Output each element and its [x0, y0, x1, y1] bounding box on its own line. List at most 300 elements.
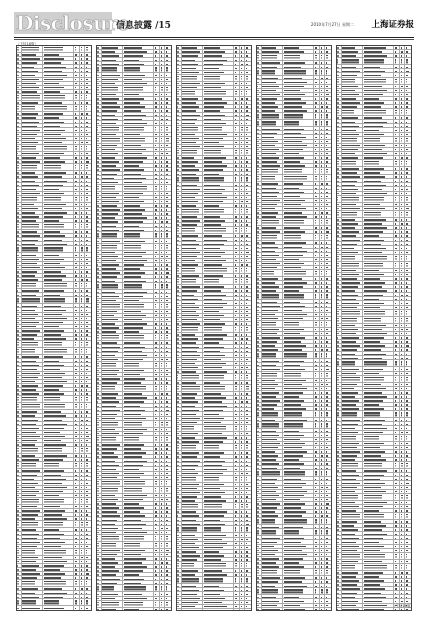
cell-text	[124, 579, 145, 580]
table-cell	[43, 57, 74, 60]
cell-text	[155, 256, 156, 257]
table-cell	[85, 517, 91, 520]
cell-text	[75, 47, 77, 48]
table-cell	[85, 297, 91, 303]
table-cell	[43, 90, 74, 93]
table-cell	[43, 321, 74, 324]
cell-text	[241, 347, 242, 348]
cell-text	[204, 64, 223, 65]
cell-text	[204, 386, 225, 387]
cell-text	[166, 414, 168, 415]
cell-text	[17, 499, 18, 500]
cell-text	[166, 268, 168, 269]
table-cell	[182, 341, 203, 344]
cell-text	[161, 473, 162, 474]
cell-text	[22, 161, 40, 162]
table-cell	[203, 196, 234, 199]
cell-text	[161, 370, 162, 371]
cell-text	[177, 555, 178, 556]
cell-text	[155, 134, 157, 135]
table-cell	[102, 239, 123, 242]
table-cell	[182, 66, 203, 69]
table-cell	[123, 294, 154, 297]
cell-text	[204, 342, 219, 343]
cell-text	[177, 134, 179, 135]
table-cell	[43, 325, 74, 328]
cell-text	[44, 550, 67, 551]
table-cell	[165, 518, 171, 521]
cell-text	[177, 445, 179, 446]
table-cell	[85, 396, 91, 402]
cell-text	[166, 359, 169, 360]
cell-text	[17, 193, 18, 194]
table-cell	[203, 50, 234, 53]
cell-text	[86, 263, 88, 264]
cell-text	[166, 67, 168, 68]
cell-text	[166, 123, 168, 124]
cell-text	[257, 70, 258, 71]
cell-text	[22, 189, 36, 190]
cell-text	[166, 386, 168, 387]
cell-text	[22, 361, 36, 362]
cell-text	[161, 193, 162, 194]
table-row	[17, 282, 91, 289]
cell-text	[86, 122, 89, 123]
table-cell	[203, 297, 234, 300]
cell-text	[204, 150, 221, 151]
cell-text	[284, 78, 303, 79]
cell-text	[161, 347, 162, 348]
table-cell	[102, 113, 123, 116]
cell-text	[97, 304, 98, 305]
cell-text	[155, 55, 156, 56]
table-cell	[165, 443, 171, 446]
table-cell	[182, 246, 203, 249]
cell-text	[124, 570, 144, 571]
table-cell	[182, 538, 203, 541]
table-cell	[22, 223, 43, 229]
cell-text	[166, 182, 168, 183]
cell-text	[166, 355, 168, 356]
cell-text	[81, 561, 82, 562]
table-cell	[123, 518, 154, 521]
table-cell	[22, 509, 43, 512]
cell-text	[75, 588, 76, 589]
cell-text	[86, 440, 88, 441]
table-cell	[102, 392, 123, 395]
table-cell	[22, 124, 43, 127]
table-cell	[203, 278, 234, 284]
cell-text	[161, 418, 162, 419]
table-cell	[123, 73, 154, 76]
cell-text	[235, 72, 237, 73]
table-cell	[123, 377, 154, 380]
cell-text	[75, 608, 77, 609]
table-cell	[165, 180, 171, 183]
cell-text	[182, 351, 196, 352]
table-cell	[22, 317, 43, 320]
cell-text	[246, 437, 248, 438]
table-row	[17, 599, 91, 606]
table-cell	[85, 447, 91, 453]
cell-text	[166, 260, 168, 261]
cell-text	[75, 491, 76, 492]
table-cell	[123, 535, 154, 541]
table-cell	[203, 584, 234, 587]
cell-text	[102, 123, 115, 124]
cell-text	[44, 463, 60, 464]
cell-text	[75, 130, 77, 131]
table-cell	[165, 487, 171, 493]
cell-text	[241, 72, 242, 73]
table-cell	[123, 160, 154, 163]
cell-text	[182, 220, 200, 221]
cell-text	[81, 247, 83, 248]
table-cell	[22, 494, 43, 497]
table-cell	[123, 392, 154, 395]
cell-text	[182, 484, 199, 485]
table-row	[97, 185, 171, 192]
cell-text	[75, 334, 77, 335]
table-cell	[85, 595, 91, 598]
cell-text	[204, 401, 222, 402]
cell-text	[81, 428, 82, 429]
cell-text	[182, 303, 195, 304]
table-cell	[203, 82, 234, 85]
cell-text	[97, 201, 98, 202]
cell-text	[124, 355, 147, 356]
cell-text	[177, 563, 178, 564]
table-cell	[203, 160, 234, 163]
cell-text	[44, 314, 62, 315]
cell-text	[161, 55, 162, 56]
cell-text	[161, 252, 162, 253]
table-cell	[123, 557, 154, 560]
cell-text	[97, 193, 99, 194]
cell-text	[102, 452, 114, 453]
table-cell	[165, 263, 171, 266]
cell-text	[241, 397, 242, 398]
cell-text	[44, 577, 61, 578]
cell-text	[17, 593, 19, 594]
cell-text	[166, 579, 169, 580]
cell-text	[155, 574, 157, 575]
cell-text	[257, 55, 259, 56]
cell-text	[75, 377, 76, 378]
cell-text	[182, 224, 197, 225]
table-cell	[182, 176, 203, 182]
table-cell	[102, 176, 123, 179]
cell-text	[166, 79, 168, 80]
cell-text	[44, 593, 67, 594]
cell-text	[182, 414, 196, 415]
cell-text	[44, 47, 64, 48]
cell-text	[204, 311, 219, 312]
table-cell	[245, 472, 251, 475]
table-cell	[203, 164, 234, 167]
cell-text	[155, 579, 157, 580]
cell-text	[22, 334, 37, 335]
cell-text	[161, 119, 163, 120]
cell-text	[22, 349, 35, 350]
cell-text	[246, 342, 248, 343]
cell-text	[246, 224, 248, 225]
cell-text	[102, 292, 115, 293]
cell-text	[246, 64, 249, 65]
cell-text	[182, 441, 198, 442]
cell-text	[155, 119, 156, 120]
table-cell	[165, 164, 171, 167]
table-cell	[182, 101, 203, 104]
cell-text	[161, 264, 162, 265]
cell-text	[17, 102, 19, 103]
table-cell	[203, 145, 234, 148]
cell-text	[161, 83, 162, 84]
table-cell	[203, 546, 234, 549]
cell-text	[44, 235, 66, 236]
table-cell	[22, 94, 43, 100]
cell-text	[17, 235, 18, 236]
cell-text	[161, 272, 162, 273]
cell-text	[246, 244, 249, 245]
cell-text	[86, 54, 88, 55]
cell-text	[86, 330, 89, 331]
cell-text	[97, 119, 99, 120]
cell-text	[182, 433, 198, 434]
table-cell	[43, 458, 74, 461]
cell-text	[204, 555, 225, 556]
cell-text	[97, 397, 99, 398]
cell-text	[17, 298, 18, 299]
table-cell	[102, 93, 123, 96]
table-cell	[165, 392, 171, 395]
cell-text	[161, 562, 163, 563]
table-cell	[203, 326, 234, 332]
cell-text	[155, 165, 157, 166]
table-row	[177, 227, 251, 234]
table-cell	[85, 473, 91, 476]
cell-text	[155, 201, 157, 202]
cell-text	[44, 483, 62, 484]
cell-text	[161, 110, 163, 111]
cell-text	[241, 87, 243, 88]
cell-text	[246, 347, 249, 348]
table-cell	[203, 156, 234, 159]
table-cell	[22, 355, 43, 358]
table-cell	[102, 126, 123, 132]
cell-text	[97, 331, 99, 332]
cell-text	[241, 418, 242, 419]
table-cell	[43, 61, 74, 64]
table-row	[17, 348, 91, 355]
table-cell	[123, 522, 154, 525]
cell-text	[44, 397, 60, 398]
cell-text	[124, 452, 146, 453]
cell-text	[241, 520, 243, 521]
table-cell	[245, 392, 251, 395]
cell-text	[81, 87, 82, 88]
table-cell	[165, 385, 171, 391]
cell-text	[161, 520, 163, 521]
cell-text	[166, 276, 168, 277]
table-cell	[182, 259, 203, 262]
cell-text	[241, 174, 243, 175]
cell-text	[246, 610, 249, 611]
cell-text	[75, 448, 76, 449]
cell-text	[182, 110, 196, 111]
table-cell	[43, 469, 74, 472]
cell-text	[75, 356, 76, 357]
table-cell	[203, 392, 234, 395]
cell-text	[161, 469, 163, 470]
cell-text	[124, 335, 145, 336]
disclosure-table-column-2	[96, 45, 172, 611]
cell-text	[22, 298, 40, 299]
cell-text	[182, 260, 194, 261]
table-cell	[203, 204, 234, 207]
table-cell	[22, 454, 43, 457]
table-cell	[43, 396, 74, 402]
cell-text	[177, 256, 179, 257]
cell-text	[22, 432, 36, 433]
table-cell	[182, 421, 203, 424]
cell-text	[182, 127, 198, 128]
cell-text	[241, 594, 243, 595]
cell-text	[86, 283, 88, 284]
table-cell	[245, 238, 251, 241]
cell-text	[102, 473, 119, 474]
cell-text	[102, 127, 119, 128]
table-cell	[123, 514, 154, 517]
cell-text	[22, 267, 40, 268]
cell-text	[124, 83, 147, 84]
cell-text	[102, 536, 119, 537]
table-cell	[203, 105, 234, 108]
cell-text	[81, 369, 83, 370]
table-cell	[245, 310, 251, 313]
cell-text	[182, 355, 200, 356]
table-cell	[203, 215, 234, 218]
cell-text	[241, 209, 242, 210]
table-cell	[43, 498, 74, 504]
cell-text	[124, 495, 147, 496]
cell-text	[155, 182, 156, 183]
cell-text	[124, 378, 145, 379]
table-cell	[245, 306, 251, 309]
table-cell	[245, 609, 251, 611]
cell-text	[235, 295, 237, 296]
cell-text	[177, 185, 179, 186]
cell-text	[81, 411, 83, 412]
cell-text	[235, 351, 237, 352]
table-cell	[245, 251, 251, 254]
table-row	[97, 137, 171, 144]
cell-text	[102, 106, 120, 107]
cell-text	[102, 393, 118, 394]
cell-text	[86, 310, 88, 311]
table-cell	[262, 50, 283, 53]
cell-text	[262, 94, 280, 95]
table-cell	[43, 599, 74, 605]
cell-text	[182, 610, 198, 611]
table-cell	[203, 274, 234, 277]
table-cell	[245, 289, 251, 292]
table-cell	[123, 341, 154, 344]
cell-text	[102, 304, 119, 305]
cell-text	[257, 67, 259, 68]
table-cell	[22, 78, 43, 81]
cell-text	[155, 315, 157, 316]
cell-text	[75, 161, 77, 162]
cell-text	[44, 440, 61, 441]
cell-text	[204, 228, 227, 229]
cell-text	[166, 315, 168, 316]
cell-text	[246, 235, 249, 236]
table-cell	[102, 160, 123, 163]
table-cell	[102, 200, 123, 203]
table-cell	[325, 76, 331, 79]
table-cell	[165, 467, 171, 470]
cell-text	[86, 157, 88, 158]
cell-text	[86, 588, 89, 589]
table-cell	[203, 421, 234, 424]
cell-text	[44, 197, 61, 198]
cell-text	[246, 543, 248, 544]
cell-text	[246, 426, 248, 427]
cell-text	[17, 415, 18, 416]
cell-text	[75, 279, 76, 280]
cell-text	[75, 290, 77, 291]
cell-text	[81, 67, 82, 68]
table-cell	[165, 185, 171, 191]
table-cell	[123, 432, 154, 435]
table-cell	[182, 46, 203, 49]
cell-text	[241, 445, 243, 446]
table-cell	[85, 410, 91, 413]
cell-text	[81, 290, 82, 291]
cell-text	[44, 420, 63, 421]
cell-text	[182, 83, 200, 84]
cell-text	[155, 433, 157, 434]
cell-text	[241, 433, 243, 434]
table-cell	[123, 436, 154, 442]
table-cell	[22, 376, 43, 379]
cell-text	[246, 473, 249, 474]
cell-text	[166, 201, 169, 202]
cell-text	[44, 569, 60, 570]
table-cell	[102, 436, 123, 442]
cell-text	[124, 67, 141, 68]
cell-text	[241, 488, 243, 489]
table-cell	[203, 58, 234, 61]
cell-text	[182, 299, 198, 300]
cell-text	[17, 83, 19, 84]
table-cell	[123, 472, 154, 475]
cell-text	[102, 579, 119, 580]
table-cell	[102, 341, 123, 344]
cell-text	[166, 554, 168, 555]
cell-text	[86, 420, 89, 421]
cell-text	[182, 76, 196, 77]
cell-text	[177, 520, 179, 521]
table-cell	[182, 297, 203, 300]
cell-text	[246, 327, 248, 328]
cell-text	[86, 349, 88, 350]
table-cell	[245, 370, 251, 373]
cell-text	[81, 130, 82, 131]
cell-text	[204, 83, 225, 84]
table-cell	[22, 498, 43, 504]
